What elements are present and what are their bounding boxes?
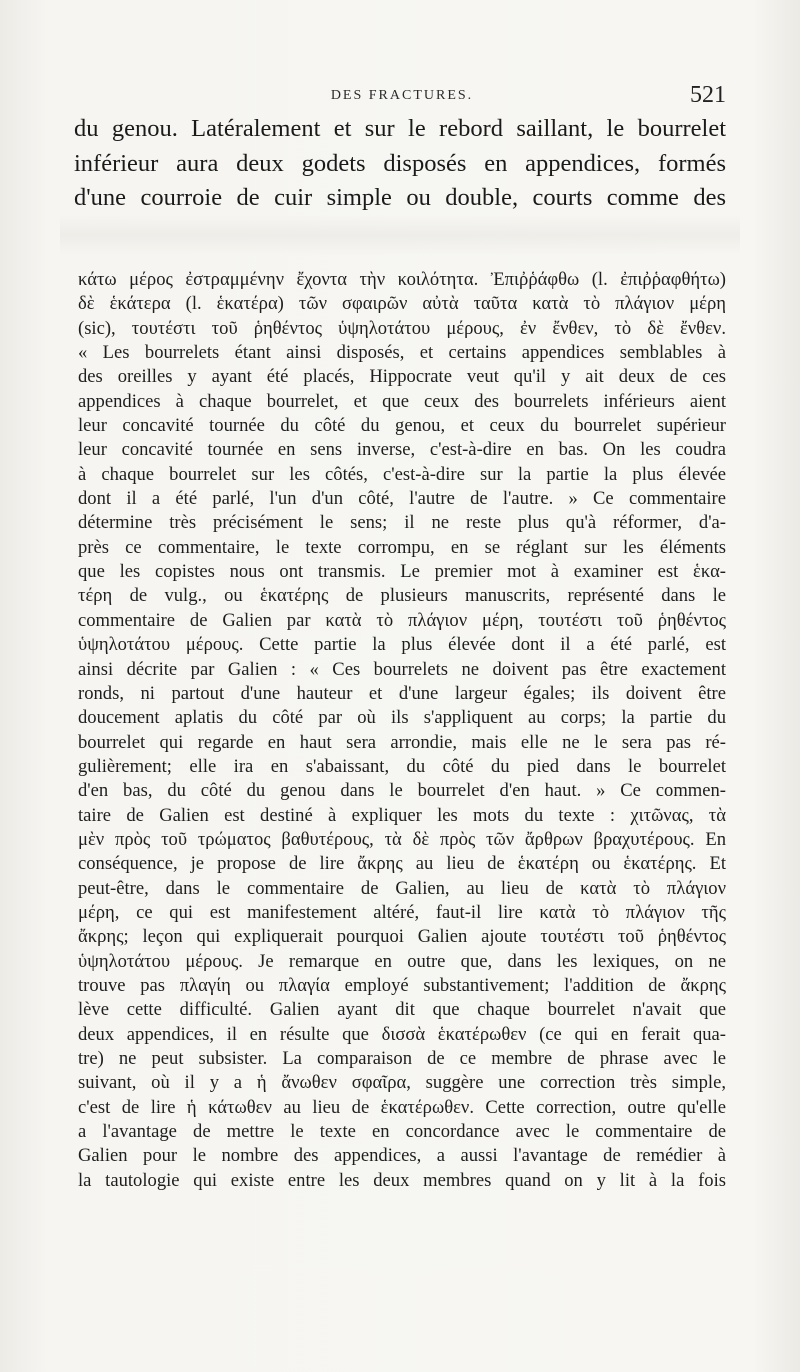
note-line: ὑψηλοτάτου μέρους. Je remarque en outre que, dans les lexiques, on ne (78, 950, 726, 972)
note-line: d'en bas, du côté du genou dans le bourrelet d'en haut. » Ce commen- (78, 780, 726, 802)
note-line: peut-être, dans le commentaire de Galien, au lieu de κατὰ τὸ πλάγιον (78, 877, 726, 899)
note-line: la tautologie qui existe entre les deux membres quand on y lit à la fois (78, 1169, 726, 1191)
note-line: μέρη, ce qui est manifestement altéré, faut-il lire κατὰ τὸ πλάγιον τῆς (78, 901, 726, 923)
main-text-line: d'une courroie de cuir simple ou double, courts comme des (74, 184, 726, 211)
note-line: gulièrement; elle ira en s'abaissant, du côté du pied dans le bourrelet (78, 755, 726, 777)
note-line: bourrelet qui regarde en haut sera arrondie, mais elle ne le sera pas ré- (78, 731, 726, 753)
note-line: « Les bourrelets étant ainsi disposés, et certains appendices semblables à (78, 342, 726, 364)
note-line: c'est de lire ἡ κάτωθεν au lieu de ἑκατέρωθεν. Cette correction, outre qu'elle (78, 1096, 726, 1118)
note-line: ἄκρης; leçon qui expliquerait pourquoi Galien ajoute τουτέστι τοῦ ῥηθέντος (78, 926, 726, 948)
note-line: ronds, ni partout d'une hauteur et d'une largeur égales; ils doivent être (78, 682, 726, 704)
note-line: κάτω μέρος ἐστραμμένην ἔχοντα τὴν κοιλότητα. Ἐπιῤῥάφθω (l. ἐπιῤῥαφθήτω) (78, 269, 726, 290)
note-line: (sic), τουτέστι τοῦ ῥηθέντος ὑψηλοτάτου μέρους, ἐν ἔνθεν, τὸ δὲ ἔνθεν. (78, 317, 726, 339)
main-text-line: inférieur aura deux godets disposés en appendices, formés (74, 149, 726, 177)
bleed-through-band (60, 215, 740, 255)
main-text-line: du genou. Latéralement et sur le rebord saillant, le bourrelet (74, 115, 726, 142)
note-line: des oreilles y ayant été placés, Hippocrate veut qu'il y ait deux de ces (78, 366, 726, 388)
note-line: taire de Galien est destiné à expliquer les mots du texte : χιτῶνας, τὰ (78, 804, 726, 826)
main-text-block (74, 112, 726, 216)
note-line: suivant, où il y a ἡ ἄνωθεν σφαῖρα, suggère une correction très simple, (78, 1072, 726, 1094)
note-line: Galien pour le nombre des appendices, a aussi l'avantage de remédier à (78, 1145, 726, 1167)
note-line: commentaire de Galien par κατὰ τὸ πλάγιον μέρη, τουτέστι τοῦ ῥηθέντος (78, 609, 726, 631)
note-line: tre) ne peut subsister. La comparaison de ce membre de phrase avec le (78, 1048, 726, 1069)
running-title: DES FRACTURES. (330, 88, 474, 103)
note-line: δὲ ἑκάτερα (l. ἑκατέρα) τῶν σφαιρῶν αὐτὰ ταῦτα κατὰ τὸ πλάγιον μέρη (78, 293, 726, 315)
note-line: leur concavité tournée en sens inverse, c'est-à-dire en bas. On les coudra (78, 439, 726, 461)
page-header (78, 82, 726, 108)
note-line: détermine très précisément le sens; il ne reste plus qu'à réformer, d'a- (78, 512, 726, 534)
note-line: dont il a été parlé, l'un d'un côté, l'autre de l'autre. » Ce commentaire (78, 488, 726, 510)
note-line: a l'avantage de mettre le texte en concordance avec le commentaire de (78, 1121, 726, 1143)
note-line: μὲν πρὸς τοῦ τρώματος βαθυτέρους, τὰ δὲ πρὸς τῶν ἄρθρων βραχυτέρους. En (78, 828, 726, 850)
note-line: deux appendices, il en résulte que δισσὰ ἑκατέρωθεν (ce qui en ferait qua- (78, 1023, 726, 1045)
note-line: leur concavité tournée du côté du genou, et ceux du bourrelet supérieur (78, 415, 726, 437)
note-line: trouve pas πλαγίη ou πλαγία employé substantivement; l'addition de ἄκρης (78, 974, 726, 996)
note-line: ὑψηλοτάτου μέρους. Cette partie la plus élevée dont il a été parlé, est (78, 634, 726, 656)
commentary-note-block (78, 268, 726, 1193)
note-line: doucement aplatis du côté par où ils s'appliquent au corps; la partie du (78, 707, 726, 729)
note-line: ainsi décrite par Galien : « Ces bourrelets ne doivent pas être exactement (78, 658, 726, 680)
page-number: 521 (690, 82, 726, 108)
note-line: appendices à chaque bourrelet, et que ceux des bourrelets inférieurs aient (78, 390, 726, 412)
note-line: que les copistes nous ont transmis. Le premier mot à examiner est ἑκα- (78, 561, 726, 583)
note-line: lève cette difficulté. Galien ayant dit que chaque bourrelet n'avait que (78, 999, 726, 1021)
note-line: à chaque bourrelet sur les côtés, c'est-à-dire sur la partie la plus élevée (78, 463, 726, 485)
note-line: conséquence, je propose de lire ἄκρης au lieu de ἑκατέρη ou ἑκατέρης. Et (78, 853, 726, 875)
note-line: τέρη de vulg., ou ἑκατέρης de plusieurs manuscrits, représenté dans le (78, 585, 726, 607)
note-line: près ce commentaire, le texte corrompu, en se réglant sur les éléments (78, 536, 726, 558)
